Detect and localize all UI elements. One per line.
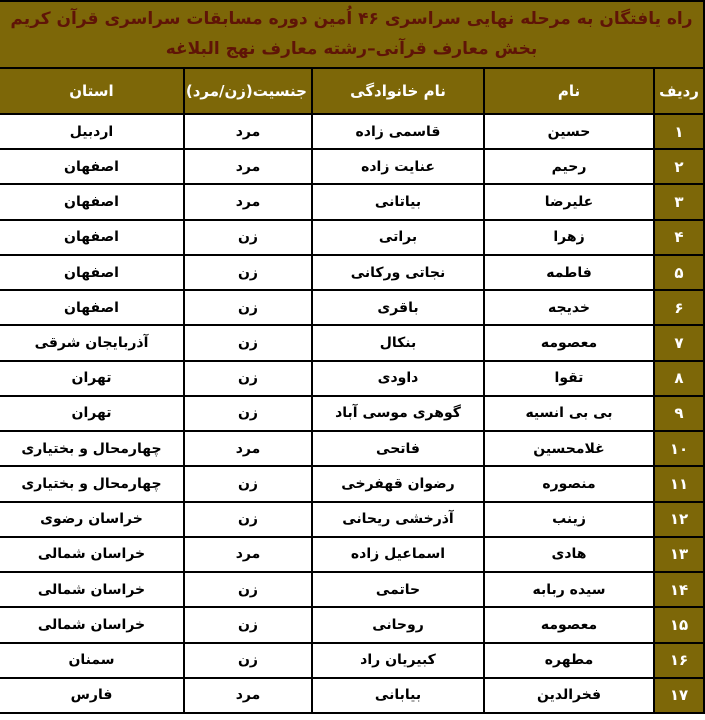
table-body [0, 114, 704, 713]
last-name-cell: فاتحی [312, 431, 484, 466]
first-name-cell: معصومه [484, 607, 654, 642]
row-number-cell: ۸ [654, 361, 704, 396]
first-name-cell: فاطمه [484, 255, 654, 290]
first-name-cell: مطهره [484, 643, 654, 678]
province-cell: تهران [0, 361, 184, 396]
table-title [0, 1, 704, 68]
gender-cell: مرد [184, 114, 312, 149]
title-row [0, 1, 704, 68]
table-row [0, 184, 704, 219]
row-number-cell: ۵ [654, 255, 704, 290]
province-cell: چهارمحال و بختیاری [0, 431, 184, 466]
gender-cell: مرد [184, 149, 312, 184]
table-row [0, 643, 704, 678]
row-number-cell: ۱ [654, 114, 704, 149]
gender-cell: زن [184, 396, 312, 431]
gender-cell: زن [184, 502, 312, 537]
row-number-cell: ۶ [654, 290, 704, 325]
row-number-cell: ۴ [654, 220, 704, 255]
province-cell: فارس [0, 678, 184, 713]
gender-cell: زن [184, 466, 312, 501]
first-name-cell: فخرالدین [484, 678, 654, 713]
table-row [0, 537, 704, 572]
first-name-cell: تقوا [484, 361, 654, 396]
first-name-cell: هادی [484, 537, 654, 572]
gender-cell: زن [184, 607, 312, 642]
province-cell: اصفهان [0, 255, 184, 290]
last-name-cell: قاسمی زاده [312, 114, 484, 149]
last-name-cell: روحانی [312, 607, 484, 642]
province-cell: خراسان رضوی [0, 502, 184, 537]
table-row [0, 361, 704, 396]
province-cell: آذربایجان شرقی [0, 325, 184, 360]
table-title-line1: راه یافتگان به مرحله نهایی سراسری ۴۶ اُمین دوره مسابقات سراسری قرآن کریم [10, 8, 693, 29]
province-cell: تهران [0, 396, 184, 431]
column-header-row [0, 68, 704, 114]
first-name-cell: حسین [484, 114, 654, 149]
last-name-cell: بیابانی [312, 678, 484, 713]
last-name-cell: نجاتی ورکانی [312, 255, 484, 290]
last-name-cell: بنکال [312, 325, 484, 360]
gender-cell: زن [184, 255, 312, 290]
last-name-cell: رضوان قهفرخی [312, 466, 484, 501]
first-name-cell: زینب [484, 502, 654, 537]
row-number-cell: ۱۶ [654, 643, 704, 678]
first-name-cell: بی بی انسیه [484, 396, 654, 431]
province-cell: اصفهان [0, 220, 184, 255]
first-name-cell: منصوره [484, 466, 654, 501]
row-number-cell: ۱۵ [654, 607, 704, 642]
gender-cell: زن [184, 572, 312, 607]
last-name-cell: بیاتانی [312, 184, 484, 219]
province-cell: اصفهان [0, 290, 184, 325]
row-number-cell: ۱۰ [654, 431, 704, 466]
last-name-cell: کبیریان راد [312, 643, 484, 678]
column-header-gender: جنسیت(زن/مرد) [184, 68, 312, 114]
row-number-cell: ۱۲ [654, 502, 704, 537]
province-cell: سمنان [0, 643, 184, 678]
column-header-first-name: نام [484, 68, 654, 114]
last-name-cell: اسماعیل زاده [312, 537, 484, 572]
table-row [0, 114, 704, 149]
last-name-cell: گوهری موسی آباد [312, 396, 484, 431]
table-row [0, 255, 704, 290]
table-row [0, 678, 704, 713]
row-number-cell: ۱۴ [654, 572, 704, 607]
table-title-line2: بخش معارف قرآنی–رشته معارف نهج البلاغه [165, 38, 538, 59]
table-row [0, 466, 704, 501]
row-number-cell: ۱۱ [654, 466, 704, 501]
first-name-cell: غلامحسین [484, 431, 654, 466]
table-row [0, 220, 704, 255]
province-cell: چهارمحال و بختیاری [0, 466, 184, 501]
gender-cell: زن [184, 325, 312, 360]
first-name-cell: سیده ربابه [484, 572, 654, 607]
table-row [0, 572, 704, 607]
province-cell: اردبیل [0, 114, 184, 149]
last-name-cell: حاتمی [312, 572, 484, 607]
table-row [0, 396, 704, 431]
row-number-cell: ۳ [654, 184, 704, 219]
province-cell: اصفهان [0, 184, 184, 219]
last-name-cell: عنایت زاده [312, 149, 484, 184]
row-number-cell: ۲ [654, 149, 704, 184]
row-number-cell: ۱۷ [654, 678, 704, 713]
province-cell: خراسان شمالی [0, 607, 184, 642]
last-name-cell: براتی [312, 220, 484, 255]
table-row [0, 431, 704, 466]
gender-cell: مرد [184, 184, 312, 219]
first-name-cell: معصومه [484, 325, 654, 360]
first-name-cell: علیرضا [484, 184, 654, 219]
first-name-cell: رحیم [484, 149, 654, 184]
last-name-cell: باقری [312, 290, 484, 325]
province-cell: اصفهان [0, 149, 184, 184]
column-header-province: استان [0, 68, 184, 114]
first-name-cell: خدیجه [484, 290, 654, 325]
gender-cell: زن [184, 643, 312, 678]
column-header-row-number: ردیف [654, 68, 704, 114]
row-number-cell: ۱۳ [654, 537, 704, 572]
first-name-cell: زهرا [484, 220, 654, 255]
table-row [0, 290, 704, 325]
gender-cell: زن [184, 220, 312, 255]
row-number-cell: ۹ [654, 396, 704, 431]
row-number-cell: ۷ [654, 325, 704, 360]
table-row [0, 502, 704, 537]
table-row [0, 607, 704, 642]
table-row [0, 149, 704, 184]
gender-cell: مرد [184, 431, 312, 466]
column-header-last-name: نام خانوادگی [312, 68, 484, 114]
gender-cell: مرد [184, 678, 312, 713]
table-row [0, 325, 704, 360]
gender-cell: زن [184, 361, 312, 396]
province-cell: خراسان شمالی [0, 537, 184, 572]
gender-cell: زن [184, 290, 312, 325]
last-name-cell: آذرخشی ریحانی [312, 502, 484, 537]
gender-cell: مرد [184, 537, 312, 572]
last-name-cell: داودی [312, 361, 484, 396]
province-cell: خراسان شمالی [0, 572, 184, 607]
